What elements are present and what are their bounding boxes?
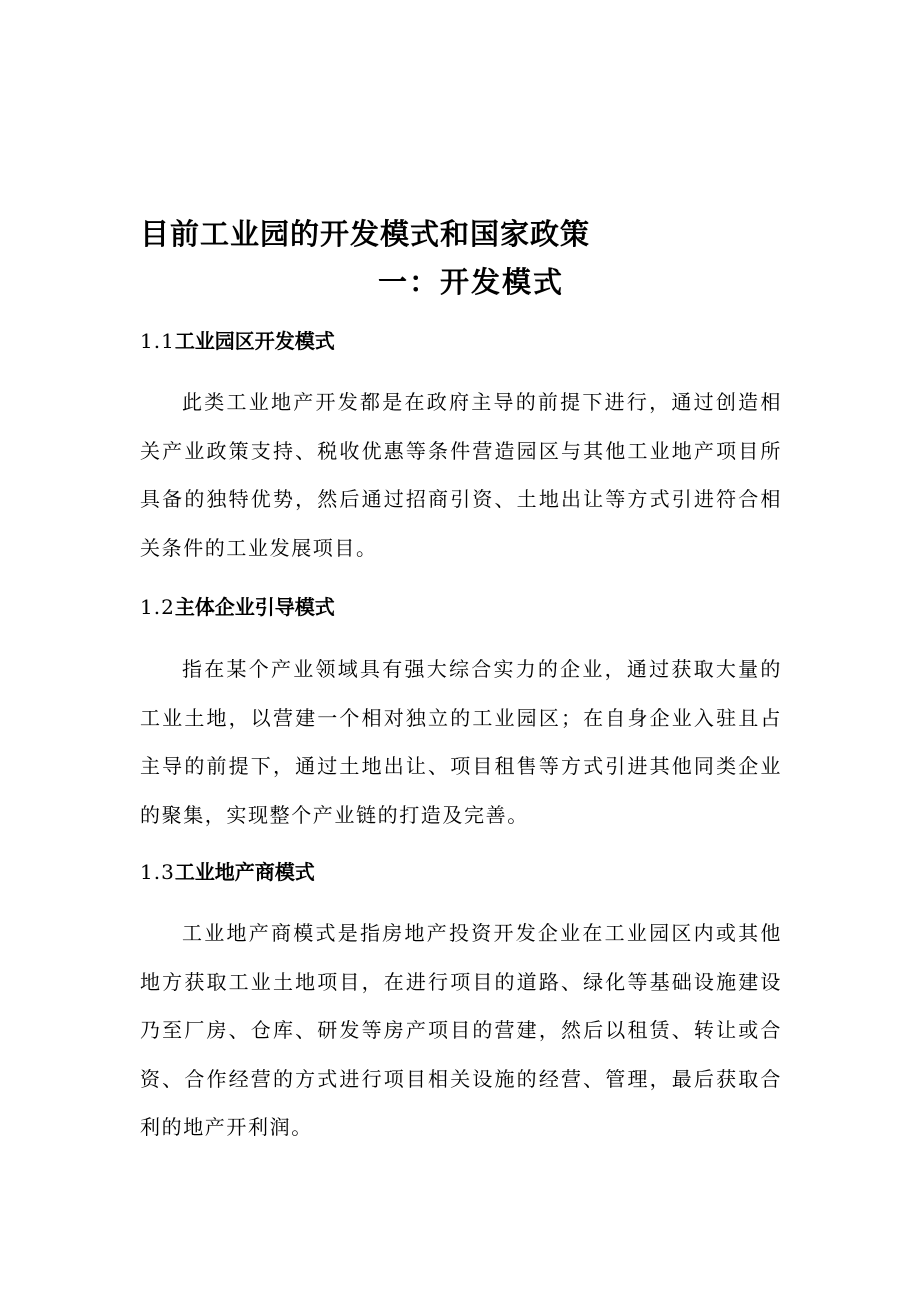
section-heading-1-3 [140, 857, 315, 887]
section-label: 工业地产商模式 [174, 860, 315, 884]
chapter-title: 一：开发模式 [378, 265, 565, 299]
section-number: 1.2 [140, 595, 175, 619]
section-heading-1-1 [140, 326, 335, 356]
document-title: 目前工业园的开发模式和国家政策 [140, 217, 591, 251]
section-label: 工业园区开发模式 [174, 329, 335, 353]
section-body-1-1: 此类工业地产开发都是在政府主导的前提下进行，通过创造相关产业政策支持、税收优惠等条件营造园区与其他工业地产项目所具备的独特优势，然后通过招商引资、土地出让等方式引进符合相关条件的工业发展项目。 [140, 390, 782, 560]
section-body-1-3: 工业地产商模式是指房地产投资开发企业在工业园区内或其他地方获取工业土地项目，在进行项目的道路、绿化等基础设施建设乃至厂房、仓库、研发等房产项目的营建，然后以租赁、转让或合资、合作经营的方式进行项目相关设施的经营、管理，最后获取合利的地产开利润。 [140, 921, 782, 1139]
section-number: 1.3 [140, 860, 175, 884]
section-label: 主体企业引导模式 [174, 595, 335, 619]
section-number: 1.1 [140, 329, 175, 353]
section-heading-1-2 [140, 592, 335, 622]
section-body-1-2: 指在某个产业领域具有强大综合实力的企业，通过获取大量的工业土地，以营建一个相对独立的工业园区；在自身企业入驻且占主导的前提下，通过土地出让、项目租售等方式引进其他同类企业的聚集，实现整个产业链的打造及完善。 [140, 657, 782, 827]
